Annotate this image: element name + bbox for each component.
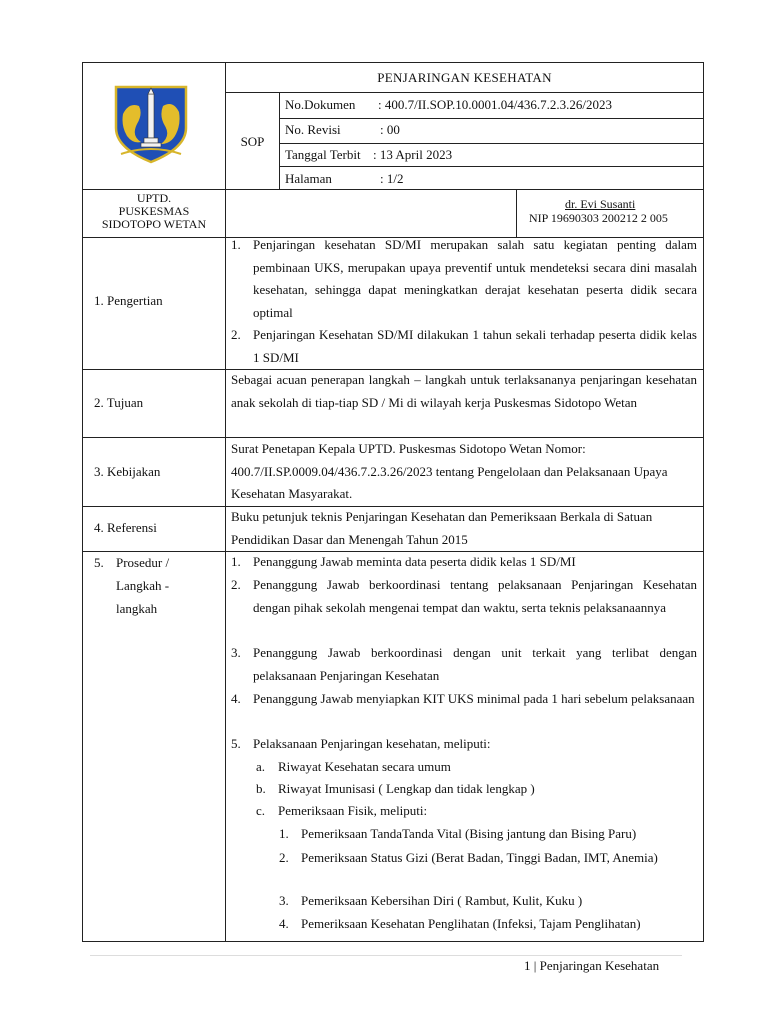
referensi-text: Buku petunjuk teknis Penjaringan Kesehatan dan Pemeriksaan Berkala di Satuan Pendidikan Dasar dan Menengah Tahun 2015 [231,509,653,547]
doc-field-value: : 400.7/II.SOP.10.0001.04/436.7.2.3.26/2023 [378,97,613,112]
list-number: 2. [231,327,241,342]
section-label-prosedur: langkah [116,601,158,616]
sub-sub-list-number: 2. [279,850,289,865]
prosedur-substep: Riwayat Imunisasi ( Lengkap dan tidak lengkap ) [278,781,535,796]
prosedur-step: Penanggung Jawab berkoordinasi dengan unit terkait yang terlibat dengan pelaksanaan Penjaringan Kesehatan [253,645,697,683]
table-border-right [703,62,704,942]
section-label-tujuan: 2. Tujuan [94,395,144,410]
column-divider [279,92,280,189]
sub-sub-list-number: 4. [279,916,289,931]
section-label-prosedur: Langkah - [116,578,170,593]
column-divider [225,62,226,942]
signer-name: dr. Evi Susanti [565,197,636,211]
row-divider [82,189,704,190]
table-border-bottom [82,941,704,942]
sub-sub-list-number: 3. [279,893,289,908]
page-footer: 1 | Penjaringan Kesehatan [524,958,660,973]
kebijakan-text: Surat Penetapan Kepala UPTD. Puskesmas Sidotopo Wetan Nomor: 400.7/II.SP.0009.04/436.7.2.3.26/2023 tentang Pengelolaan dan Pelaksanaan Upaya Kesehatan Masyarakat. [231,441,668,501]
list-number: 4. [231,691,241,706]
prosedur-substep: Pemeriksaan Fisik, meliputi: [278,803,428,818]
doc-field-label: No.Dokumen [285,97,356,112]
pengertian-item: Penjaringan Kesehatan SD/MI dilakukan 1 tahun sekali terhadap peserta didik kelas 1 SD/MI [253,327,697,365]
table-border-top [82,62,704,63]
signer-nip: NIP 19690303 200212 2 005 [529,211,668,225]
tujuan-text: Sebagai acuan penerapan langkah – langkah untuk terlaksananya penjaringan kesehatan anak sekolah di tiap-tiap SD / Mi di wilayah kerja Puskesmas Sidotopo Wetan [231,372,697,410]
list-number: 1. [231,237,241,252]
prosedur-step: Penanggung Jawab meminta data peserta didik kelas 1 SD/MI [253,554,576,569]
prosedur-step: Penanggung Jawab menyiapkan KIT UKS minimal pada 1 hari sebelum pelaksanaan [253,691,695,706]
section-label-referensi: 4. Referensi [94,520,157,535]
row-divider [225,92,704,93]
row-divider [279,143,704,144]
org-name-line: UPTD. [136,191,172,205]
list-number: 3. [231,645,241,660]
list-number: 5. [231,736,241,751]
sop-label: SOP [240,134,265,149]
doc-field-label: No. Revisi [285,122,341,137]
section-label-kebijakan: 3. Kebijakan [94,464,161,479]
column-divider [516,189,517,237]
pemeriksaan-item: Pemeriksaan TandaTanda Vital (Bising jantung dan Bising Paru) [301,826,637,841]
doc-field-value: : 13 April 2023 [373,147,453,162]
sub-list-letter: a. [256,759,266,774]
pemeriksaan-item: Pemeriksaan Kebersihan Diri ( Rambut, Kulit, Kuku ) [301,893,583,908]
section-label-prosedur: Prosedur / [116,555,170,570]
org-name-line: PUSKESMAS [118,204,190,218]
prosedur-substep: Riwayat Kesehatan secara umum [278,759,451,774]
list-number: 2. [231,577,241,592]
doc-field-value: : 1/2 [380,171,404,186]
list-number: 1. [231,554,241,569]
sub-sub-list-number: 1. [279,826,289,841]
doc-field-label: Tanggal Terbit [285,147,361,162]
pemeriksaan-item: Pemeriksaan Kesehatan Penglihatan (Infeksi, Tajam Penglihatan) [301,916,641,931]
doc-field-label: Halaman [285,171,332,186]
document-title: PENJARINGAN KESEHATAN [377,70,552,85]
org-name-line: SIDOTOPO WETAN [101,217,207,231]
sub-list-letter: b. [256,781,266,796]
pengertian-item: Penjaringan kesehatan SD/MI merupakan salah satu kegiatan penting dalam pembinaan UKS, merupakan upaya preventif untuk mendeteksi secara dini masalah kesehatan, sehingga dapat meningkatkan derajat kesehatan peserta didik secara optimal [253,237,697,320]
pemeriksaan-item: Pemeriksaan Status Gizi (Berat Badan, Tinggi Badan, IMT, Anemia) [301,850,658,865]
prosedur-step: Pelaksanaan Penjaringan kesehatan, meliputi: [253,736,491,751]
doc-field-value: : 00 [380,122,400,137]
surabaya-city-emblem-logo [113,84,189,164]
footer-divider [90,955,682,956]
row-divider [279,118,704,119]
sub-list-letter: c. [256,803,266,818]
section-label-pengertian: 1. Pengertian [94,293,163,308]
section-number: 5. [94,555,104,570]
prosedur-step: Penanggung Jawab berkoordinasi tentang pelaksanaan Penjaringan Kesehatan dengan pihak sekolah mengenai tempat dan waktu, serta teknis pelaksanaannya [253,577,697,615]
row-divider [279,166,704,167]
